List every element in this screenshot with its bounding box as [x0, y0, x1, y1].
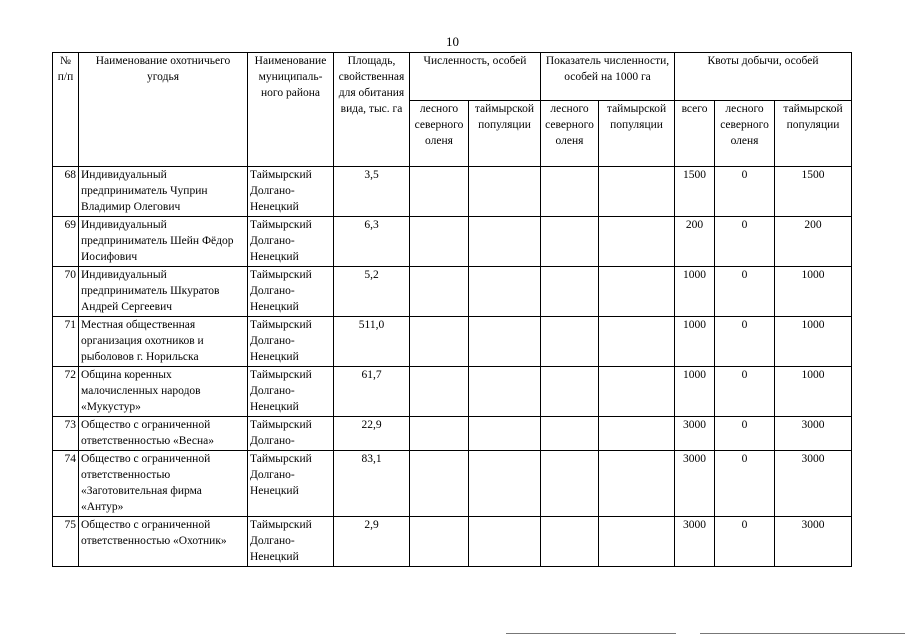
row-quota-taimyr: 1000 [775, 367, 852, 417]
row-pop-taimyr [469, 267, 541, 317]
row-quota-taimyr: 3000 [775, 417, 852, 451]
row-quota-taimyr: 1000 [775, 267, 852, 317]
row-pop-taimyr [469, 517, 541, 567]
row-num: 74 [53, 451, 79, 517]
row-ind-forest [541, 317, 599, 367]
row-district: Таймырский Долгано-Ненецкий [248, 167, 334, 217]
row-quota-taimyr: 200 [775, 217, 852, 267]
row-quota-forest: 0 [715, 517, 775, 567]
row-quota-forest: 0 [715, 267, 775, 317]
row-num: 75 [53, 517, 79, 567]
row-quota-forest: 0 [715, 451, 775, 517]
row-area: 511,0 [334, 317, 410, 367]
row-pop-forest [410, 217, 469, 267]
row-pop-taimyr [469, 167, 541, 217]
row-num: 68 [53, 167, 79, 217]
row-district: Таймырский Долгано-Ненецкий [248, 317, 334, 367]
row-name: Общество с ограниченной ответственностью «Заготовительная фирма «Антур» [79, 451, 248, 517]
row-district: Таймырский Долгано-Ненецкий [248, 267, 334, 317]
subheader-indicator-taimyr: таймырской популяции [599, 101, 675, 167]
row-pop-taimyr [469, 417, 541, 451]
row-quota-forest: 0 [715, 217, 775, 267]
row-ind-forest [541, 167, 599, 217]
row-ind-forest [541, 417, 599, 451]
row-pop-forest [410, 417, 469, 451]
row-quota-total: 3000 [675, 517, 715, 567]
row-quota-total: 1000 [675, 317, 715, 367]
row-pop-taimyr [469, 317, 541, 367]
row-quota-total: 1500 [675, 167, 715, 217]
table-row [53, 367, 852, 417]
row-ind-forest [541, 217, 599, 267]
row-name: Индивидуальный предприниматель Чуприн Владимир Олегович [79, 167, 248, 217]
row-num: 71 [53, 317, 79, 367]
row-quota-forest: 0 [715, 417, 775, 451]
row-pop-taimyr [469, 367, 541, 417]
quota-table [52, 52, 852, 567]
row-ind-forest [541, 451, 599, 517]
row-pop-forest [410, 367, 469, 417]
table-row [53, 317, 852, 367]
header-quotas: Квоты добычи, особей [675, 53, 852, 101]
row-pop-forest [410, 451, 469, 517]
row-district: Таймырский Долгано-Ненецкий [248, 517, 334, 567]
row-name: Индивидуальный предприниматель Шейн Фёдор Иосифович [79, 217, 248, 267]
subheader-quota-total: всего [675, 101, 715, 167]
row-quota-total: 1000 [675, 267, 715, 317]
row-area: 83,1 [334, 451, 410, 517]
row-area: 5,2 [334, 267, 410, 317]
row-num: 73 [53, 417, 79, 451]
row-ind-forest [541, 517, 599, 567]
row-quota-total: 3000 [675, 417, 715, 451]
subheader-indicator-forest: лесного северного оленя [541, 101, 599, 167]
table-row [53, 167, 852, 217]
row-district: Таймырский Долгано- [248, 417, 334, 451]
header-population: Численность, особей [410, 53, 541, 101]
subheader-quota-taimyr: таймырской популяции [775, 101, 852, 167]
row-name: Индивидуальный предприниматель Шкуратов Андрей Сергеевич [79, 267, 248, 317]
row-quota-taimyr: 3000 [775, 451, 852, 517]
row-name: Местная общественная организация охотников и рыболовов г. Норильска [79, 317, 248, 367]
row-quota-taimyr: 3000 [775, 517, 852, 567]
row-ind-taimyr [599, 167, 675, 217]
row-ind-forest [541, 367, 599, 417]
row-quota-forest: 0 [715, 367, 775, 417]
row-area: 6,3 [334, 217, 410, 267]
header-num: № п/п [53, 53, 79, 167]
row-area: 3,5 [334, 167, 410, 217]
header-district: Наименование муниципаль-ного района [248, 53, 334, 167]
row-ind-taimyr [599, 267, 675, 317]
row-ind-taimyr [599, 317, 675, 367]
table-row [53, 417, 852, 451]
subheader-population-taimyr: таймырской популяции [469, 101, 541, 167]
row-quota-total: 200 [675, 217, 715, 267]
row-ind-taimyr [599, 217, 675, 267]
table-row [53, 451, 852, 517]
header-area: Площадь, свойственная для обитания вида, тыс. га [334, 53, 410, 167]
row-num: 69 [53, 217, 79, 267]
row-ind-taimyr [599, 367, 675, 417]
row-pop-forest [410, 317, 469, 367]
table-row [53, 217, 852, 267]
row-num: 72 [53, 367, 79, 417]
row-area: 61,7 [334, 367, 410, 417]
row-pop-forest [410, 167, 469, 217]
row-quota-total: 1000 [675, 367, 715, 417]
table-row [53, 267, 852, 317]
header-indicator: Показатель численности, особей на 1000 га [541, 53, 675, 101]
subheader-population-forest: лесного северного оленя [410, 101, 469, 167]
row-quota-total: 3000 [675, 451, 715, 517]
row-num: 70 [53, 267, 79, 317]
row-name: Община коренных малочисленных народов «Мукустур» [79, 367, 248, 417]
row-district: Таймырский Долгано-Ненецкий [248, 451, 334, 517]
bottom-rule-left [506, 633, 676, 634]
row-ind-taimyr [599, 417, 675, 451]
row-area: 2,9 [334, 517, 410, 567]
row-quota-taimyr: 1000 [775, 317, 852, 367]
row-name: Общество с ограниченной ответственностью «Охотник» [79, 517, 248, 567]
row-pop-forest [410, 517, 469, 567]
page-number: 10 [446, 34, 459, 49]
row-area: 22,9 [334, 417, 410, 451]
row-quota-forest: 0 [715, 317, 775, 367]
row-pop-taimyr [469, 451, 541, 517]
row-pop-forest [410, 267, 469, 317]
row-district: Таймырский Долгано-Ненецкий [248, 217, 334, 267]
header-name: Наименование охотничьего угодья [79, 53, 248, 167]
row-ind-forest [541, 267, 599, 317]
row-quota-forest: 0 [715, 167, 775, 217]
table-row [53, 517, 852, 567]
row-quota-taimyr: 1500 [775, 167, 852, 217]
row-name: Общество с ограниченной ответственностью «Весна» [79, 417, 248, 451]
row-ind-taimyr [599, 451, 675, 517]
row-ind-taimyr [599, 517, 675, 567]
row-pop-taimyr [469, 217, 541, 267]
bottom-rule-right [700, 633, 905, 634]
row-district: Таймырский Долгано-Ненецкий [248, 367, 334, 417]
subheader-quota-forest: лесного северного оленя [715, 101, 775, 167]
